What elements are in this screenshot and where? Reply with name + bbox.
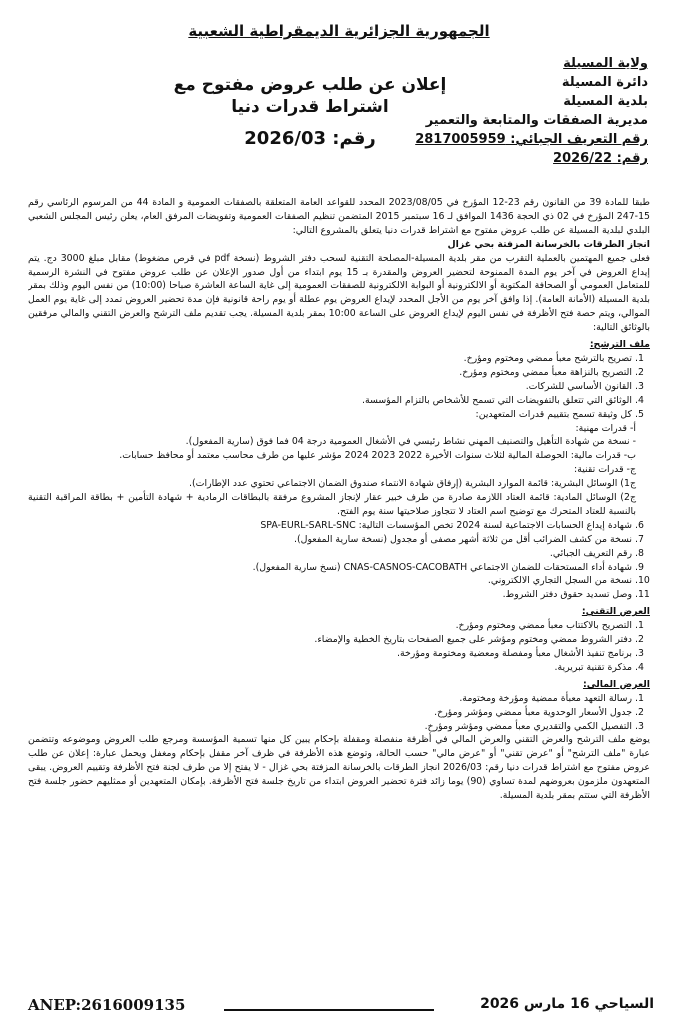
closing-paragraph: يوضع ملف الترشح والعرض التقني والعرض المالي في أظرفة منفصلة ومقفلة بإحكام يبين كل منها تسمية المؤسسة ومرجع طلب العروض وموضوعه وتتضمن عبارة "ملف الترشح" أو "عرض تقني" أو "عرض مالي" حسب الحالة، وتوضع هذه الأظرفة في ظرف آخر مقفل بإحكام ومغفل ويحمل عبارة: إعلان عن طلب عروض مفتوح مع اشتراط قدرات دنيا رقم: 2026/03 انجاز الطرقات بالخرسانة المزفتة بحي غزال - لا يفتح إلا من طرف لجنة فتح الأظرفة وتقييم العروض. يبقى المتعهدون ملزمون بعروضهم لمدة تساوي (90) يوما زائد فترة تحضير العروض ابتداء من تاريخ جلسة فتح الأظرفة. بإمكان المتعهدين أو ممثليهم حضور جلسة فتح الأظرفة التي ستتم بمقر بلدية المسيلة. bbox=[28, 734, 650, 802]
list-item: 2. دفتر الشروط ممضي ومختوم ومؤشر على جميع الصفحات بتاريخ الخطية والإمضاء. bbox=[28, 633, 632, 647]
directorate-label: مديرية الصفقات والمتابعة والتعمير bbox=[425, 113, 648, 128]
financial-offer-list bbox=[28, 692, 650, 734]
financial-offer-heading: العرض المالي: bbox=[582, 678, 650, 690]
reference-number: رقم: 2026/22 bbox=[553, 151, 648, 166]
candidacy-list bbox=[28, 352, 650, 422]
financial-capacity: ب- قدرات مالية: الحوصلة المالية لثلاث سنوات الأخيرة 2022 2023 2024 مؤشر عليها من طرف محاسب معتمد أو محافظ حسابات. bbox=[119, 450, 636, 462]
commune-label: بلدية المسيلة bbox=[563, 94, 648, 109]
technical-capacity: ج- قدرات تقنية: bbox=[574, 464, 636, 476]
list-item: 1. رسالة التعهد معبأة ممضية ومؤرخة ومختومة. bbox=[28, 692, 632, 706]
announcement-number: رقم: 2026/03 bbox=[244, 128, 376, 149]
list-item: 1. تصريح بالترشح معبأ ممضي ومختوم ومؤرخ. bbox=[28, 352, 632, 366]
publication-date: السياحي 16 مارس 2026 bbox=[480, 996, 654, 1012]
footer bbox=[14, 996, 664, 1018]
announcement-title: إعلان عن طلب عروض مفتوح مع اشتراط قدرات دنيا bbox=[173, 75, 447, 117]
list-item: 3. القانون الأساسي للشركات. bbox=[28, 380, 632, 394]
list-item: 3. التفصيل الكمي والتقديري معبأ ممضي ومؤشر ومؤرخ. bbox=[28, 720, 632, 734]
wilaya-label: ولاية المسيلة bbox=[563, 56, 648, 71]
list-item: 2. التصريح بالنزاهة معبأ ممضي ومختوم ومؤرخ. bbox=[28, 366, 632, 380]
call-paragraph: فعلى جميع المهتمين بالعملية التقرب من مقر بلدية المسيلة-المصلحة التقنية لسحب دفتر الشروط (نسخة pdf في قرص مضغوط) مقابل مبلغ 3000 دج. يتم إيداع العروض في آخر يوم المدة الممنوحة لتحضير العروض والمقدرة بـ 15 يوم ابتداء من أول صدور الإعلان عن طلب عروض مفتوح في النشرة الرسمية للمتعامل العمومي أو الصحافة المكتوبة أو الالكترونية أو البوابة الالكترونية للصفقات العمومية إلى غاية الساعة العاشرة صباحا (10:00) من نفس اليوم وذلك بمقر بلدية المسيلة (الأمانة العامة). إذا وافق آخر يوم من الأجل المحدد لإيداع العروض يوم عطلة أو يوم راحة قانونية فإن مدة تحضير العروض تمدد إلى غاية يوم العمل الموالي، ويتم حصة فتح الأظرفة في نفس اليوم لإيداع العروض على الساعة 10:00 بمقر بلدية المسيلة. يجب تقديم ملف الترشح والعرض التقني والمالي مرفقين بالوثائق التالية: bbox=[28, 252, 650, 334]
list-item: 10. نسخة من السجل التجاري الالكتروني. bbox=[28, 574, 632, 588]
list-item: 7. نسخة من كشف الضرائب أقل من ثلاثة أشهر مصفى أو مجدول (نسخة سارية المفعول). bbox=[28, 533, 632, 547]
list-item: 9. شهادة أداء المستحقات للضمان الاجتماعي CNAS-CASNOS-CACOBATH (نسخ سارية المفعول). bbox=[28, 561, 632, 575]
professional-capacity: أ- قدرات مهنية: bbox=[575, 422, 636, 434]
professional-capacity-detail: - نسخة من شهادة التأهيل والتصنيف المهني نشاط رئيسي في الأشغال العمومية درجة 04 فما فوق (سارية المفعول). bbox=[185, 436, 636, 448]
anep-number: ANEP:2616009135 bbox=[28, 996, 186, 1014]
list-item: 5. كل وثيقة تسمح بتقييم قدرات المتعهدين: bbox=[28, 408, 632, 422]
announcement-body bbox=[28, 196, 650, 986]
list-item: 11. وصل تسديد حقوق دفتر الشروط. bbox=[28, 588, 632, 602]
announcement-title-block bbox=[150, 74, 470, 149]
republic-heading: الجمهورية الجزائرية الديمقراطية الشعبية bbox=[188, 22, 490, 40]
list-item: 8. رقم التعريف الجبائي. bbox=[28, 547, 632, 561]
intro-paragraph: طبقا للمادة 39 من القانون رقم 23-12 المؤرخ في 2023/08/05 المحدد للقواعد العامة المتعلقة بالصفقات العمومية و المادة 44 من المرسوم الرئاسي رقم 15-247 المؤرخ في 02 ذي الحجة 1436 الموافق لـ 16 سبتمبر 2015 المتضمن تنظيم الصفقات العمومية وتفويضات المرفق العام، يعلن رئيس المجلس الشعبي البلدي لبلدية المسيلة عن طلب عروض مفتوح مع اشتراط قدرات دنيا يتعلق بالمشروع التالي: bbox=[28, 197, 650, 236]
project-title: انجاز الطرقات بالخرسانة المزفتة بحي غزال bbox=[447, 238, 650, 250]
list-item: 1. التصريح بالاكتتاب معبأ ممضي ومختوم ومؤرخ. bbox=[28, 619, 632, 633]
list-item: 4. الوثائق التي تتعلق بالتفويضات التي تسمح للأشخاص بالتزام المؤسسة. bbox=[28, 394, 632, 408]
list-item: 6. شهادة إيداع الحسابات الاجتماعية لسنة 2024 تخص المؤسسات التالية: SPA-EURL-SARL-SNC bbox=[28, 519, 632, 533]
list-item: 4. مذكرة تقنية تبريرية. bbox=[28, 661, 632, 675]
technical-offer-list bbox=[28, 619, 650, 675]
daira-label: دائرة المسيلة bbox=[561, 75, 648, 90]
technical-capacity-human: ج1) الوسائل البشرية: قائمة الموارد البشرية (إرفاق شهادة الانتماء صندوق الضمان الاجتماعي تحتوي عدد الإطارات). bbox=[189, 478, 636, 490]
technical-capacity-material: ج2) الوسائل المادية: قائمة العتاد اللازمة صادرة من طرف خبير عقار لإنجاز المشروع مرفقة بالبطاقات الرمادية + شهادة التأمين + بطاقة المراقبة التقنية بالنسبة للعتاد المتحرك مع توضيح اسم العتاد لا تتجاوز صلاحيتها سنة يوم الفتح. bbox=[28, 492, 636, 517]
list-item: 3. برنامج تنفيذ الأشغال معبأ ومفصلة ومعضية ومختومة ومؤرخة. bbox=[28, 647, 632, 661]
candidacy-heading: ملف الترشح: bbox=[589, 339, 650, 351]
list-item: 2. جدول الأسعار الوحدوية معبأ ممضي ومؤشر ومؤرخ. bbox=[28, 706, 632, 720]
candidacy-list-continued bbox=[28, 519, 650, 602]
footer-rule bbox=[224, 1009, 434, 1011]
tax-id-label: رقم التعريف الجبائي: 2817005959 bbox=[415, 132, 648, 147]
technical-offer-heading: العرض التقني: bbox=[581, 606, 650, 618]
